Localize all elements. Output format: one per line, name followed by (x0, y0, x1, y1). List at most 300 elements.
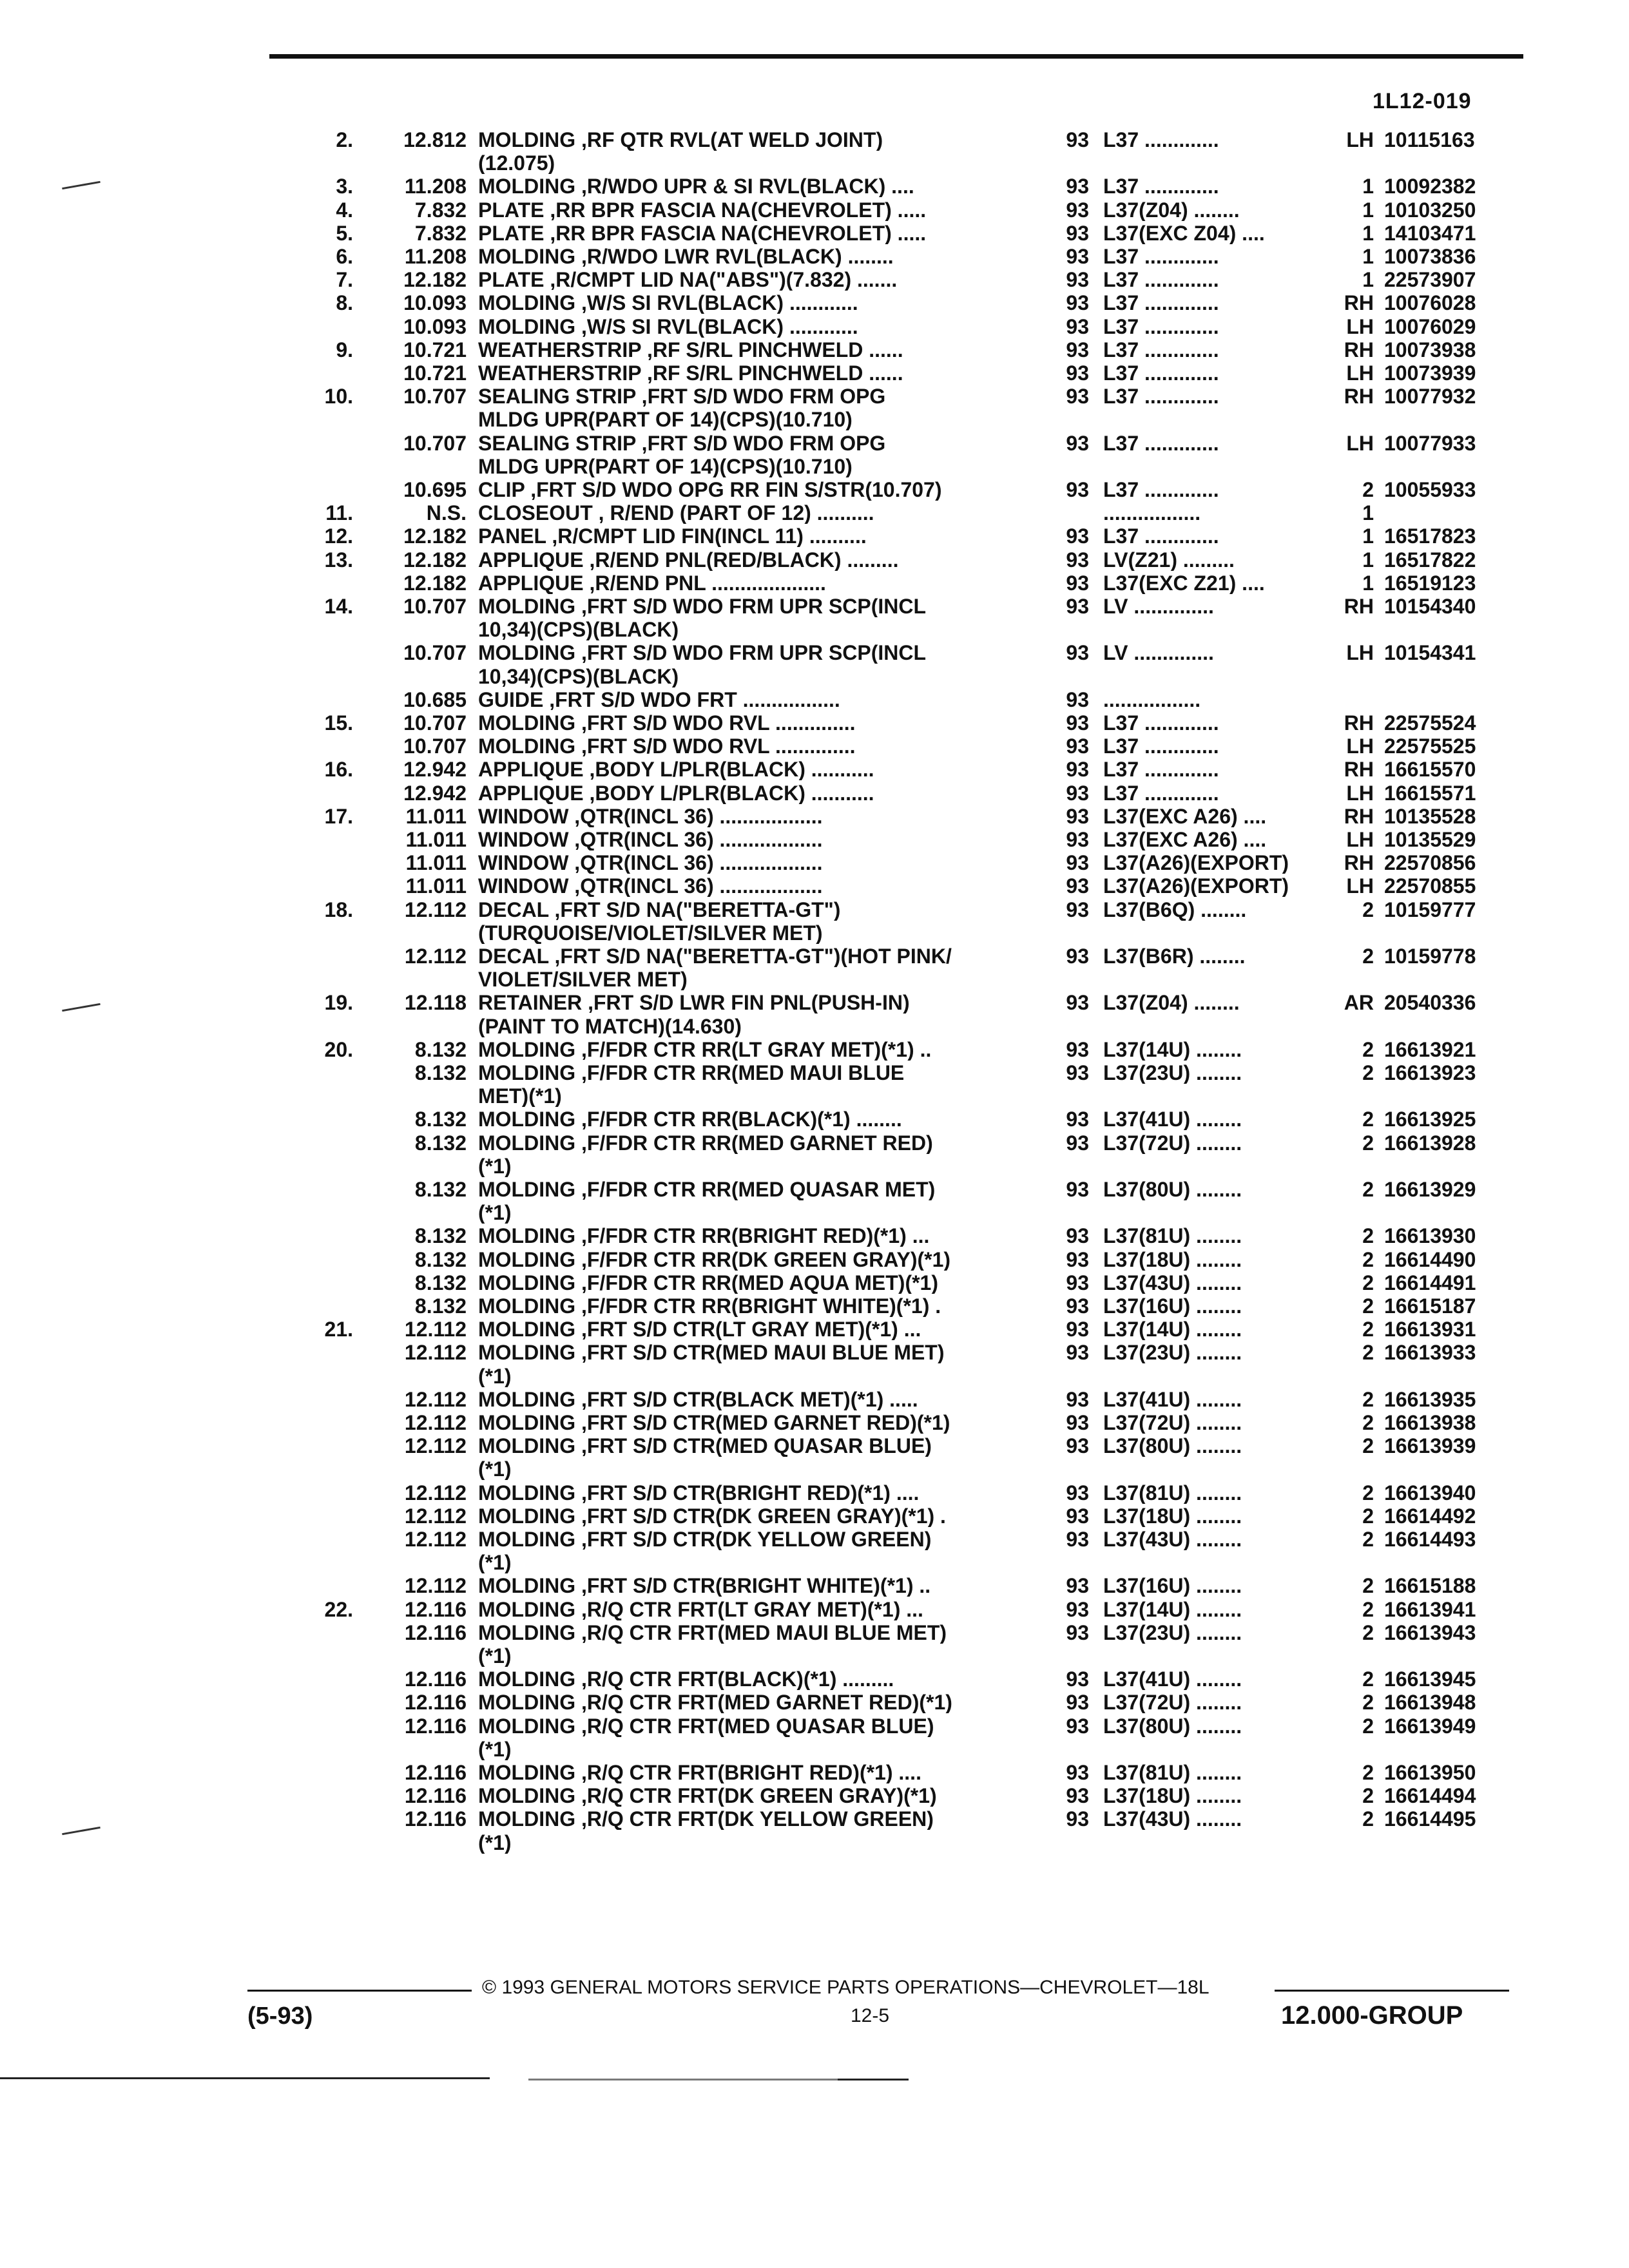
row-desc: DECAL ,FRT S/D NA("BERETTA-GT")(HOT PINK/ (478, 945, 952, 967)
row-part: 16615570 (1384, 758, 1476, 781)
row-item: 3. (336, 175, 353, 198)
row-app: L37 ............. (1103, 269, 1219, 291)
row-item: 4. (336, 198, 353, 222)
row-part: 16613923 (1384, 1061, 1476, 1084)
row-app: L37(18U) ........ (1103, 1785, 1242, 1807)
row-desc: MLDG UPR(PART OF 14)(CPS)(10.710) (478, 456, 853, 477)
row-desc: WINDOW ,QTR(INCL 36) .................. (478, 805, 823, 827)
row-yr: 93 (1066, 175, 1089, 198)
row-yr: 93 (1066, 1061, 1089, 1084)
row-yr: 93 (1066, 1434, 1089, 1457)
row-desc: DECAL ,FRT S/D NA("BERETTA-GT") (478, 899, 841, 921)
table-row (0, 362, 1629, 384)
table-row (0, 408, 1629, 430)
table-row (0, 1622, 1629, 1644)
row-desc: MOLDING ,FRT S/D CTR(LT GRAY MET)(*1) ... (478, 1318, 921, 1340)
row-ref: 8.132 (414, 1294, 467, 1318)
row-yr: 93 (1066, 1621, 1089, 1644)
row-app: L37 ............. (1103, 782, 1219, 804)
row-yr: 93 (1066, 735, 1089, 758)
row-ref: 11.011 (405, 828, 467, 851)
row-yr: 93 (1066, 1574, 1089, 1597)
footer-group: 12.000-GROUP (1281, 2001, 1463, 2030)
row-app: L37(EXC Z21) .... (1103, 572, 1265, 594)
table-row (0, 502, 1629, 524)
row-ref: 12.812 (403, 128, 467, 151)
row-app: L37(81U) ........ (1103, 1482, 1242, 1504)
row-yr: 93 (1066, 245, 1089, 268)
row-qty: 2 (1362, 1715, 1374, 1738)
row-yr: 93 (1066, 782, 1089, 805)
row-desc: MOLDING ,F/FDR CTR RR(BLACK)(*1) ........ (478, 1108, 902, 1130)
table-row (0, 1155, 1629, 1177)
row-item: 18. (324, 898, 353, 921)
table-row (0, 758, 1629, 780)
table-row (0, 1225, 1629, 1247)
row-desc: CLOSEOUT , R/END (PART OF 12) .......... (478, 502, 874, 524)
row-desc: MOLDING ,FRT S/D CTR(BRIGHT WHITE)(*1) .. (478, 1575, 931, 1597)
table-row (0, 735, 1629, 757)
table-row (0, 316, 1629, 338)
row-yr: 93 (1066, 1761, 1089, 1784)
table-row (0, 385, 1629, 407)
row-ref: 12.116 (404, 1598, 467, 1621)
row-ref: 8.132 (414, 1061, 467, 1084)
row-desc: MOLDING ,W/S SI RVL(BLACK) ............ (478, 292, 858, 314)
row-ref: 12.116 (404, 1667, 467, 1691)
table-row (0, 666, 1629, 687)
row-app: L37 ............. (1103, 479, 1219, 501)
row-qty: RH (1344, 338, 1374, 361)
row-ref: 10.093 (403, 315, 467, 338)
row-desc: (*1) (478, 1365, 512, 1387)
row-part: 10077932 (1384, 385, 1476, 408)
table-row (0, 642, 1629, 664)
row-item: 22. (324, 1598, 353, 1621)
row-qty: 2 (1362, 1598, 1374, 1621)
table-row (0, 1132, 1629, 1154)
row-app: L37(16U) ........ (1103, 1575, 1242, 1597)
row-qty: 2 (1362, 1667, 1374, 1691)
table-row (0, 269, 1629, 291)
row-desc: APPLIQUE ,R/END PNL .................... (478, 572, 826, 594)
row-qty: 2 (1362, 1784, 1374, 1807)
row-qty: 2 (1362, 1061, 1374, 1084)
row-qty: AR (1344, 991, 1374, 1014)
row-item: 17. (324, 805, 353, 828)
row-desc: PLATE ,RR BPR FASCIA NA(CHEVROLET) ..... (478, 199, 927, 221)
row-part: 16517823 (1384, 524, 1476, 548)
row-ref: 7.832 (414, 222, 467, 245)
row-desc: MOLDING ,R/Q CTR FRT(BRIGHT RED)(*1) .... (478, 1762, 921, 1783)
row-ref: 10.707 (403, 432, 467, 455)
row-yr: 93 (1066, 1294, 1089, 1318)
row-app: L37(14U) ........ (1103, 1599, 1242, 1620)
row-desc: RETAINER ,FRT S/D LWR FIN PNL(PUSH-IN) (478, 992, 910, 1014)
row-desc: APPLIQUE ,BODY L/PLR(BLACK) ........... (478, 758, 874, 780)
row-ref: 10.707 (403, 595, 467, 618)
table-row (0, 1668, 1629, 1690)
row-yr: 93 (1066, 805, 1089, 828)
row-qty: 2 (1362, 1504, 1374, 1528)
row-yr: 93 (1066, 524, 1089, 548)
row-ref: 11.011 (405, 874, 467, 898)
row-part: 22570856 (1384, 851, 1476, 874)
table-row (0, 292, 1629, 314)
row-item: 6. (336, 245, 353, 268)
row-yr: 93 (1066, 338, 1089, 361)
row-desc: MET)(*1) (478, 1085, 562, 1107)
row-desc: VIOLET/SILVER MET) (478, 968, 688, 990)
table-row (0, 1715, 1629, 1737)
row-desc: MOLDING ,F/FDR CTR RR(LT GRAY MET)(*1) .. (478, 1039, 932, 1061)
row-item: 20. (324, 1038, 353, 1061)
table-row (0, 245, 1629, 267)
row-item: 5. (336, 222, 353, 245)
table-row (0, 1528, 1629, 1550)
row-desc: (12.075) (478, 152, 555, 174)
row-ref: 8.132 (414, 1271, 467, 1294)
row-yr: 93 (1066, 128, 1089, 151)
row-app: L37 ............. (1103, 735, 1219, 757)
row-qty: 2 (1362, 1691, 1374, 1714)
row-qty: 2 (1362, 1621, 1374, 1644)
row-desc: WINDOW ,QTR(INCL 36) .................. (478, 875, 823, 897)
row-desc: MOLDING ,FRT S/D WDO RVL .............. (478, 712, 856, 734)
row-app: L37(18U) ........ (1103, 1505, 1242, 1527)
row-app: ................. (1103, 689, 1201, 711)
row-qty: LH (1346, 128, 1374, 151)
row-qty: LH (1346, 782, 1374, 805)
row-desc: MOLDING ,FRT S/D CTR(DK GREEN GRAY)(*1) . (478, 1505, 946, 1527)
row-part: 16613945 (1384, 1667, 1476, 1691)
row-ref: 12.182 (403, 524, 467, 548)
row-part: 16614491 (1384, 1271, 1476, 1294)
row-part: 16613940 (1384, 1481, 1476, 1504)
footer-date: (5-93) (247, 2003, 313, 2030)
row-desc: (*1) (478, 1738, 512, 1760)
table-row (0, 1808, 1629, 1830)
row-part: 10073836 (1384, 245, 1476, 268)
table-row (0, 1482, 1629, 1504)
row-part: 22575524 (1384, 711, 1476, 735)
row-desc: WEATHERSTRIP ,RF S/RL PINCHWELD ...... (478, 339, 903, 361)
row-app: LV .............. (1103, 595, 1214, 617)
row-ref: 11.208 (404, 245, 467, 268)
row-qty: 2 (1362, 1318, 1374, 1341)
row-part: 10073938 (1384, 338, 1476, 361)
table-row (0, 968, 1629, 990)
row-part: 10077933 (1384, 432, 1476, 455)
table-row (0, 899, 1629, 921)
row-qty: LH (1346, 361, 1374, 385)
row-ref: 10.695 (403, 478, 467, 501)
row-qty: 1 (1362, 198, 1374, 222)
row-part: 10159777 (1384, 898, 1476, 921)
row-app: L37 ............. (1103, 712, 1219, 734)
footer-rule-left (247, 1990, 472, 1992)
row-yr: 93 (1066, 874, 1089, 898)
row-yr: 93 (1066, 1248, 1089, 1271)
row-ref: 12.182 (403, 268, 467, 291)
row-desc: APPLIQUE ,BODY L/PLR(BLACK) ........... (478, 782, 874, 804)
row-qty: LH (1346, 828, 1374, 851)
table-row (0, 1178, 1629, 1200)
row-qty: 2 (1362, 1294, 1374, 1318)
table-row (0, 1295, 1629, 1317)
row-part: 10135528 (1384, 805, 1476, 828)
row-desc: WINDOW ,QTR(INCL 36) .................. (478, 829, 823, 850)
row-qty: LH (1346, 735, 1374, 758)
scan-line (0, 2077, 490, 2079)
row-part: 14103471 (1384, 222, 1476, 245)
row-yr: 93 (1066, 572, 1089, 595)
table-row (0, 1832, 1629, 1854)
row-item: 9. (336, 338, 353, 361)
row-part: 16613921 (1384, 1038, 1476, 1061)
row-ref: 10.685 (403, 688, 467, 711)
row-app: L37 ............. (1103, 758, 1219, 780)
row-qty: 2 (1362, 1248, 1374, 1271)
row-yr: 93 (1066, 1667, 1089, 1691)
row-qty: 2 (1362, 478, 1374, 501)
table-row (0, 712, 1629, 734)
row-yr: 93 (1066, 1784, 1089, 1807)
table-row (0, 129, 1629, 151)
row-yr: 93 (1066, 548, 1089, 572)
row-ref: 12.112 (404, 898, 467, 921)
row-part: 16613933 (1384, 1341, 1476, 1364)
row-qty: 1 (1362, 268, 1374, 291)
row-desc: MOLDING ,F/FDR CTR RR(MED QUASAR MET) (478, 1178, 936, 1200)
table-row (0, 945, 1629, 967)
row-desc: MOLDING ,FRT S/D CTR(MED GARNET RED)(*1) (478, 1412, 950, 1434)
row-yr: 93 (1066, 688, 1089, 711)
row-ref: 12.112 (404, 1481, 467, 1504)
row-ref: 10.721 (403, 338, 467, 361)
row-app: L37(23U) ........ (1103, 1622, 1242, 1644)
row-desc: MOLDING ,R/Q CTR FRT(DK YELLOW GREEN) (478, 1808, 934, 1830)
row-part: 16613930 (1384, 1224, 1476, 1247)
row-app: L37(16U) ........ (1103, 1295, 1242, 1317)
page-code: 1L12-019 (1373, 89, 1472, 113)
row-part: 10076028 (1384, 291, 1476, 314)
row-part: 10103250 (1384, 198, 1476, 222)
row-desc: MOLDING ,R/Q CTR FRT(MED GARNET RED)(*1) (478, 1691, 952, 1713)
row-yr: 93 (1066, 1271, 1089, 1294)
row-qty: 1 (1362, 175, 1374, 198)
row-qty: RH (1344, 385, 1374, 408)
row-qty: RH (1344, 711, 1374, 735)
row-desc: MOLDING ,R/Q CTR FRT(BLACK)(*1) ......... (478, 1668, 894, 1690)
row-app: L37 ............. (1103, 362, 1219, 384)
row-desc: MOLDING ,F/FDR CTR RR(DK GREEN GRAY)(*1) (478, 1249, 951, 1271)
row-qty: 2 (1362, 1761, 1374, 1784)
table-row (0, 1645, 1629, 1667)
row-desc: MOLDING ,R/Q CTR FRT(DK GREEN GRAY)(*1) (478, 1785, 937, 1807)
row-item: 21. (324, 1318, 353, 1341)
row-ref: 10.707 (403, 735, 467, 758)
row-app: L37(EXC A26) .... (1103, 829, 1267, 850)
row-yr: 93 (1066, 991, 1089, 1014)
row-yr: 93 (1066, 851, 1089, 874)
row-desc: MOLDING ,FRT S/D CTR(BLACK MET)(*1) ..... (478, 1389, 918, 1410)
row-part: 16614490 (1384, 1248, 1476, 1271)
row-ref: 8.132 (414, 1108, 467, 1131)
row-desc: MOLDING ,FRT S/D WDO RVL .............. (478, 735, 856, 757)
row-qty: 1 (1362, 501, 1374, 524)
row-qty: RH (1344, 805, 1374, 828)
row-desc: (*1) (478, 1645, 512, 1667)
table-row (0, 1108, 1629, 1130)
row-ref: 12.942 (403, 782, 467, 805)
row-qty: RH (1344, 595, 1374, 618)
row-app: L37(A26)(EXPORT) (1103, 852, 1289, 874)
row-app: L37(B6R) ........ (1103, 945, 1246, 967)
row-item: 15. (324, 711, 353, 735)
row-yr: 93 (1066, 1318, 1089, 1341)
table-row (0, 689, 1629, 711)
row-ref: 12.112 (404, 1504, 467, 1528)
row-ref: 11.011 (405, 851, 467, 874)
row-desc: PLATE ,RR BPR FASCIA NA(CHEVROLET) ..... (478, 222, 927, 244)
row-ref: 8.132 (414, 1248, 467, 1271)
row-app: L37(80U) ........ (1103, 1435, 1242, 1457)
row-desc: (*1) (478, 1202, 512, 1224)
row-part: 20540336 (1384, 991, 1476, 1014)
footer-rule-right (1275, 1990, 1509, 1992)
row-desc: MOLDING ,R/Q CTR FRT(LT GRAY MET)(*1) ... (478, 1599, 923, 1620)
row-part: 16613943 (1384, 1621, 1476, 1644)
row-desc: (*1) (478, 1552, 512, 1573)
row-ref: 12.112 (404, 1574, 467, 1597)
row-app: L37(80U) ........ (1103, 1715, 1242, 1737)
table-row (0, 1062, 1629, 1084)
row-ref: 12.116 (404, 1784, 467, 1807)
row-desc: MOLDING ,F/FDR CTR RR(MED AQUA MET)(*1) (478, 1272, 938, 1294)
row-part: 22575525 (1384, 735, 1476, 758)
row-ref: 12.942 (403, 758, 467, 781)
row-ref: 11.208 (404, 175, 467, 198)
row-yr: 93 (1066, 291, 1089, 314)
table-row (0, 1318, 1629, 1340)
row-desc: (*1) (478, 1458, 512, 1480)
row-ref: 12.116 (404, 1807, 467, 1831)
row-desc: APPLIQUE ,R/END PNL(RED/BLACK) ......... (478, 549, 899, 571)
row-ref: 10.721 (403, 361, 467, 385)
row-ref: 12.112 (404, 1388, 467, 1411)
row-yr: 93 (1066, 478, 1089, 501)
row-desc: SEALING STRIP ,FRT S/D WDO FRM OPG (478, 432, 886, 454)
table-row (0, 1341, 1629, 1363)
row-ref: 10.093 (403, 291, 467, 314)
table-row (0, 525, 1629, 547)
row-yr: 93 (1066, 361, 1089, 385)
footer-copyright: © 1993 GENERAL MOTORS SERVICE PARTS OPERATIONS—CHEVROLET—18L (482, 1977, 1210, 1998)
row-app: L37(23U) ........ (1103, 1341, 1242, 1363)
row-app: L37(72U) ........ (1103, 1691, 1242, 1713)
row-yr: 93 (1066, 641, 1089, 664)
table-row (0, 1412, 1629, 1434)
table-row (0, 1365, 1629, 1387)
row-qty: 2 (1362, 1108, 1374, 1131)
row-yr: 93 (1066, 595, 1089, 618)
row-qty: 2 (1362, 1224, 1374, 1247)
row-yr: 93 (1066, 1224, 1089, 1247)
row-ref: 12.112 (404, 1411, 467, 1434)
scan-line (528, 2079, 889, 2081)
row-ref: 10.707 (403, 641, 467, 664)
row-app: L37 ............. (1103, 292, 1219, 314)
row-app: L37 ............. (1103, 432, 1219, 454)
table-row (0, 432, 1629, 454)
row-part: 16613925 (1384, 1108, 1476, 1131)
row-desc: MOLDING ,R/WDO UPR & SI RVL(BLACK) .... (478, 175, 914, 197)
row-part: 10055933 (1384, 478, 1476, 501)
row-ref: 12.112 (404, 945, 467, 968)
row-app: L37 ............. (1103, 245, 1219, 267)
table-row (0, 1552, 1629, 1573)
row-qty: 2 (1362, 1178, 1374, 1201)
row-yr: 93 (1066, 945, 1089, 968)
row-part: 16613931 (1384, 1318, 1476, 1341)
table-row (0, 572, 1629, 594)
row-app: L37 ............. (1103, 385, 1219, 407)
row-part: 10154340 (1384, 595, 1476, 618)
row-item: 12. (324, 524, 353, 548)
table-row (0, 1785, 1629, 1807)
row-app: L37(14U) ........ (1103, 1318, 1242, 1340)
row-app: L37(A26)(EXPORT) (1103, 875, 1289, 897)
row-yr: 93 (1066, 1715, 1089, 1738)
row-desc: MOLDING ,W/S SI RVL(BLACK) ............ (478, 316, 858, 338)
row-qty: RH (1344, 758, 1374, 781)
row-ref: 12.116 (404, 1715, 467, 1738)
table-row (0, 852, 1629, 874)
row-desc: MOLDING ,FRT S/D CTR(MED MAUI BLUE MET) (478, 1341, 945, 1363)
row-ref: 12.182 (403, 572, 467, 595)
row-qty: 2 (1362, 1131, 1374, 1155)
row-item: 14. (324, 595, 353, 618)
row-app: L37(72U) ........ (1103, 1412, 1242, 1434)
table-row (0, 549, 1629, 571)
row-app: L37(EXC Z04) .... (1103, 222, 1265, 244)
table-row (0, 1085, 1629, 1107)
table-row (0, 456, 1629, 477)
row-app: L37(41U) ........ (1103, 1668, 1242, 1690)
row-yr: 93 (1066, 315, 1089, 338)
table-row (0, 1738, 1629, 1760)
table-row (0, 1691, 1629, 1713)
table-row (0, 782, 1629, 804)
table-row (0, 479, 1629, 501)
row-desc: WEATHERSTRIP ,RF S/RL PINCHWELD ...... (478, 362, 903, 384)
row-app: L37(41U) ........ (1103, 1389, 1242, 1410)
row-part: 10073939 (1384, 361, 1476, 385)
table-row (0, 339, 1629, 361)
row-part: 10154341 (1384, 641, 1476, 664)
row-item: 11. (325, 501, 353, 524)
table-row (0, 1599, 1629, 1620)
row-app: L37(43U) ........ (1103, 1272, 1242, 1294)
table-row (0, 1202, 1629, 1224)
row-app: L37(B6Q) ........ (1103, 899, 1247, 921)
table-row (0, 1015, 1629, 1037)
row-app: L37(Z04) ........ (1103, 992, 1240, 1014)
row-part: 10076029 (1384, 315, 1476, 338)
row-app: L37(Z04) ........ (1103, 199, 1240, 221)
row-ref: 7.832 (414, 198, 467, 222)
